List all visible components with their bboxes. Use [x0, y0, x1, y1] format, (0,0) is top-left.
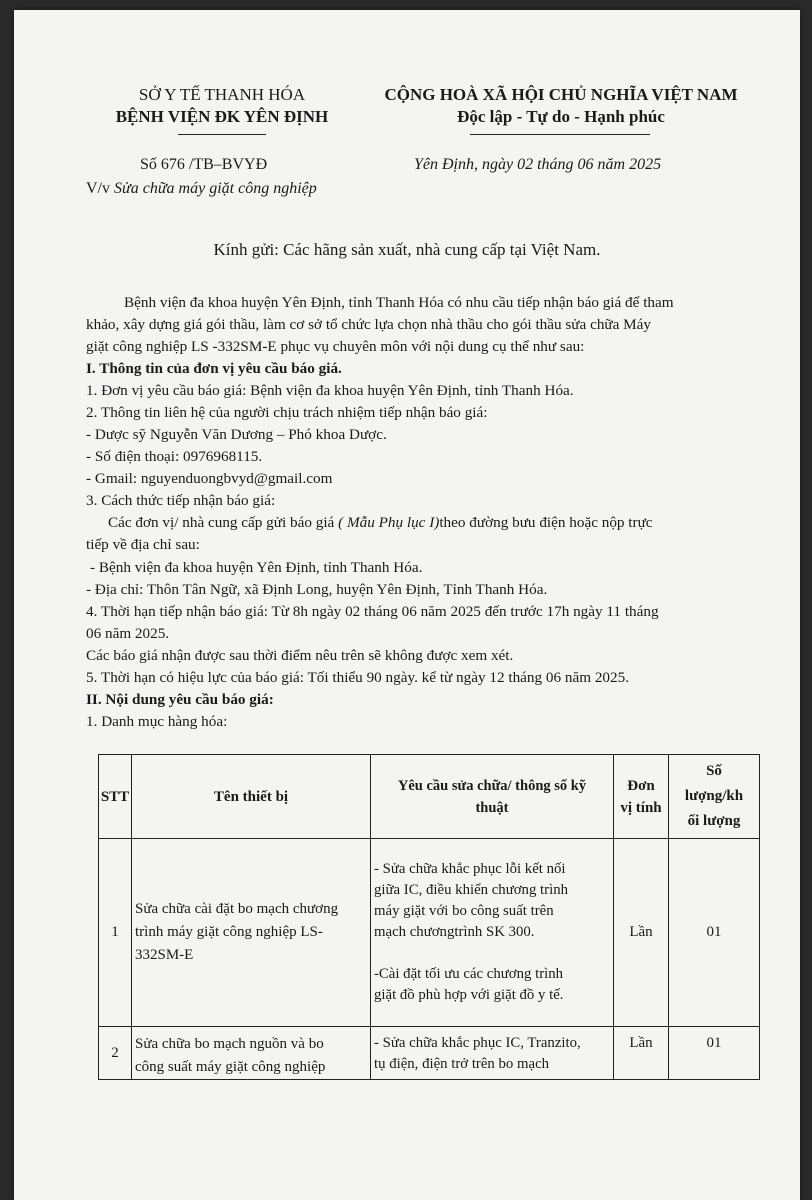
goods-table	[98, 754, 760, 1080]
contact-person: - Dược sỹ Nguyễn Văn Dương – Phó khoa Dược.	[86, 426, 387, 443]
row-1-requirements: - Sửa chữa khắc phục lỗi kết nối giữa IC, điều khiển chương trình máy giặt với bo công suất trên mạch chươngtrình SK 300. -Cài đặt tối ưu các chương trình giặt đồ phù hợp với giặt đồ y tế.	[371, 839, 614, 1027]
section-1-item-2: 2. Thông tin liên hệ của người chịu trách nhiệm tiếp nhận báo giá:	[86, 404, 488, 421]
subject-prefix: V/v	[86, 180, 114, 197]
header-requirements: Yêu cầu sửa chữa/ thông số kỹ thuật	[371, 755, 614, 839]
item-3-appendix: ( Mẫu Phụ lục I)	[338, 514, 440, 531]
address-line-1: - Bệnh viện đa khoa huyện Yên Định, tỉnh Thanh Hóa.	[90, 559, 423, 576]
header-unit: Đơn vị tính	[614, 755, 669, 839]
section-2-title: II. Nội dung yêu cầu báo giá:	[86, 691, 274, 708]
subject-text: Sửa chữa máy giặt công nghiệp	[114, 180, 317, 197]
row-2-stt: 2	[99, 1027, 132, 1080]
row-1-stt: 1	[99, 839, 132, 1027]
contact-phone: - Số điện thoại: 0976968115.	[86, 448, 263, 465]
table-row	[99, 839, 760, 1027]
address-line-2: - Địa chỉ: Thôn Tân Ngữ, xã Định Long, huyện Yên Định, Tỉnh Thanh Hóa.	[86, 581, 548, 598]
header-device-name: Tên thiết bị	[132, 755, 371, 839]
intro-line-1: Bệnh viện đa khoa huyện Yên Định, tỉnh Thanh Hóa có nhu cầu tiếp nhận báo giá để tham	[124, 294, 674, 311]
intro-line-3: giặt công nghiệp LS -332SM-E phục vụ chuyên môn với nội dung cụ thể như sau:	[86, 338, 585, 355]
hospital-name: BỆNH VIỆN ĐK YÊN ĐỊNH	[115, 107, 329, 126]
document-page	[14, 10, 800, 1200]
national-motto: Độc lập - Tự do - Hạnh phúc	[457, 107, 665, 126]
row-1-device-name: Sửa chữa cài đặt bo mạch chương trình máy giặt công nghiệp LS- 332SM-E	[132, 839, 371, 1027]
salutation: Kính gửi: Các hãng sản xuất, nhà cung cấp tại Việt Nam.	[213, 240, 601, 259]
section-1-title: I. Thông tin của đơn vị yêu cầu báo giá.	[86, 360, 342, 377]
item-3-text-b: theo đường bưu điện hoặc nộp trực	[439, 514, 653, 531]
contact-email: - Gmail: nguyenduongbvyd@gmail.com	[86, 470, 333, 487]
row-2-unit: Lần	[614, 1027, 669, 1080]
section-1-item-4-line-2: 06 năm 2025.	[86, 625, 170, 642]
agency-name: SỞ Y TẾ THANH HÓA	[138, 85, 306, 104]
row-2-quantity: 01	[669, 1027, 760, 1080]
header-quantity: Số lượng/kh ối lượng	[669, 755, 760, 839]
header-left-underline	[178, 134, 266, 135]
section-1-item-3: 3. Cách thức tiếp nhận báo giá:	[86, 492, 276, 509]
row-2-requirements: - Sửa chữa khắc phục IC, Tranzito, tụ điện, điện trở trên bo mạch	[371, 1027, 614, 1080]
row-1-unit: Lần	[614, 839, 669, 1027]
item-3-text-a: Các đơn vị/ nhà cung cấp gửi báo giá	[108, 514, 339, 531]
section-1-item-1: 1. Đơn vị yêu cầu báo giá: Bệnh viện đa khoa huyện Yên Định, tỉnh Thanh Hóa.	[86, 382, 574, 399]
national-title: CỘNG HOÀ XÃ HỘI CHỦ NGHĨA VIỆT NAM	[384, 85, 738, 104]
section-1-item-4: 4. Thời hạn tiếp nhận báo giá: Từ 8h ngày 02 tháng 06 năm 2025 đến trước 17h ngày 11 tháng	[86, 603, 659, 620]
document-subject	[86, 180, 317, 198]
table-row	[99, 1027, 760, 1080]
place-date: Yên Định, ngày 02 tháng 06 năm 2025	[414, 156, 662, 173]
item-3-line-2: tiếp về địa chỉ sau:	[86, 536, 200, 553]
goods-list-label: 1. Danh mục hàng hóa:	[86, 713, 228, 730]
header-right-underline	[470, 134, 650, 135]
late-quote-note: Các báo giá nhận được sau thời điểm nêu trên sẽ không được xem xét.	[86, 647, 514, 664]
table-header-row	[99, 755, 760, 839]
item-3-text	[108, 512, 653, 533]
document-number: Số 676 /TB–BVYĐ	[140, 156, 268, 173]
row-2-device-name: Sửa chữa bo mạch nguồn và bo công suất máy giặt công nghiệp	[132, 1027, 371, 1080]
row-1-quantity: 01	[669, 839, 760, 1027]
section-1-item-5: 5. Thời hạn có hiệu lực của báo giá: Tối thiểu 90 ngày. kể từ ngày 12 tháng 06 năm 2025.	[86, 669, 630, 686]
intro-line-2: khảo, xây dựng giá gói thầu, làm cơ sở tổ chức lựa chọn nhà thầu cho gói thầu sửa chữa Máy	[86, 316, 652, 333]
header-stt: STT	[99, 755, 132, 839]
